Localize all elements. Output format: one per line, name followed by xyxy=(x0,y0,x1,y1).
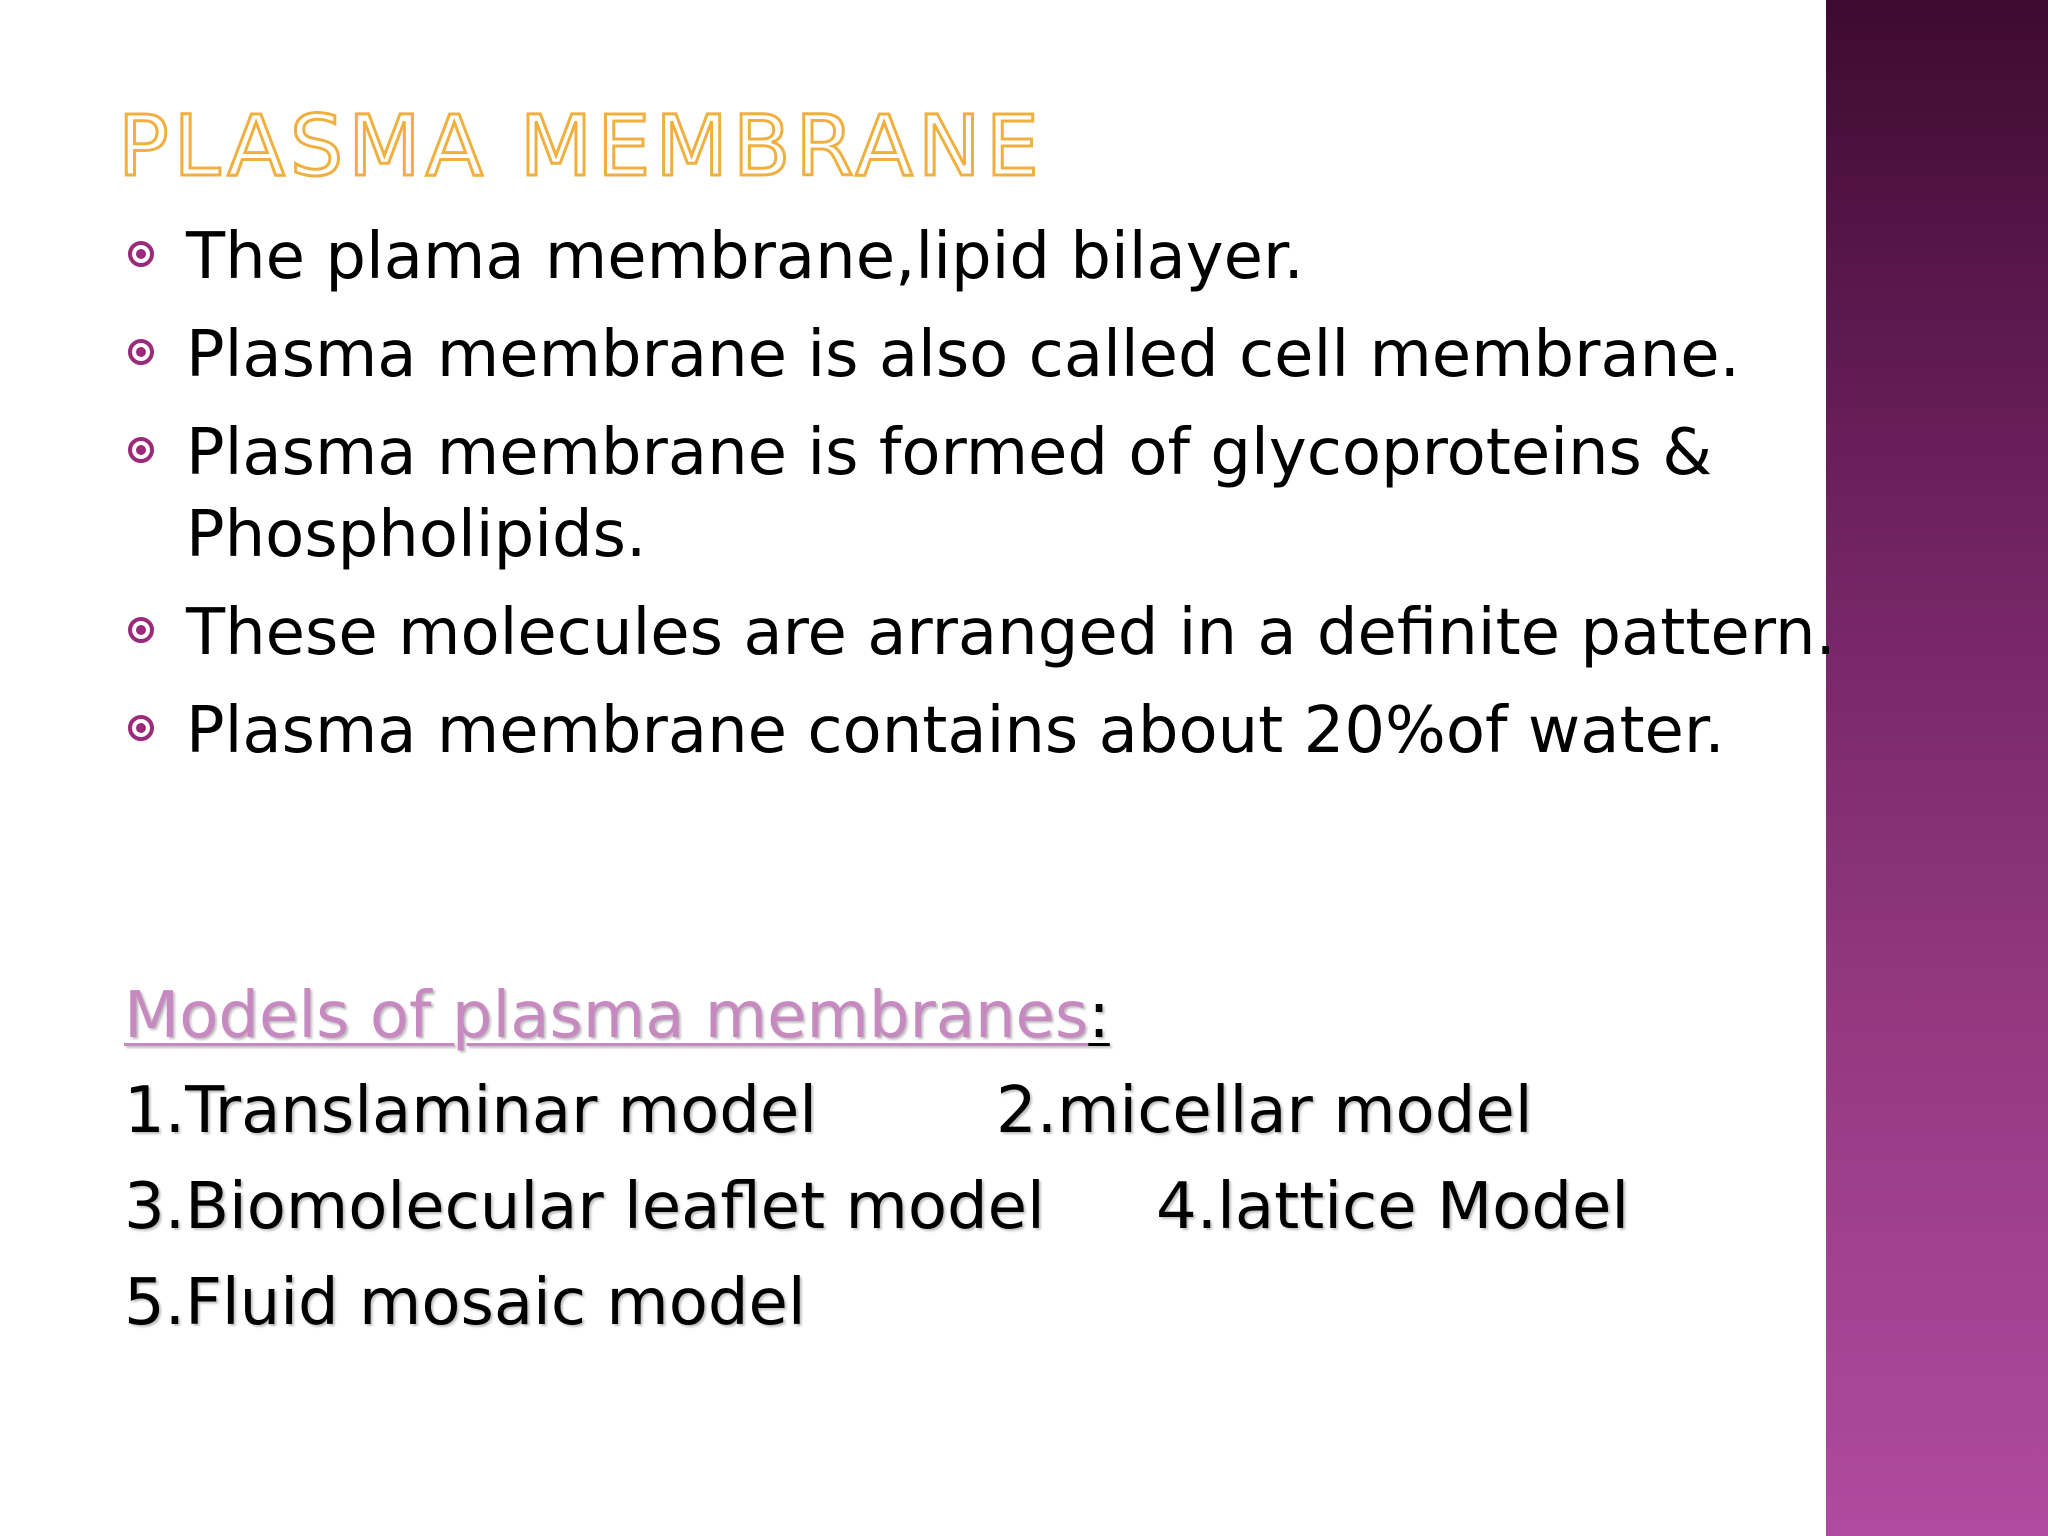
bullet-item xyxy=(128,412,1968,576)
bullet-item xyxy=(128,592,1968,674)
bullet-text: Plasma membrane is formed of glycoproteins & xyxy=(186,416,1713,490)
circled-dot-icon xyxy=(128,437,154,463)
circled-dot-icon xyxy=(128,715,154,741)
bullet-text: These molecules are arranged in a definite pattern. xyxy=(186,596,1836,670)
model-lattice: 4.lattice Model xyxy=(1156,1170,1630,1244)
model-micellar: 2.micellar model xyxy=(996,1074,1533,1148)
models-heading-link[interactable]: Models of plasma membranes xyxy=(124,979,1089,1053)
bullet-item xyxy=(128,314,1968,396)
bullet-list xyxy=(128,216,1968,788)
bullet-text-continued: Phospholipids. xyxy=(186,498,647,572)
circled-dot-icon xyxy=(128,241,154,267)
model-translaminar: 1.Translaminar model xyxy=(124,1074,818,1148)
circled-dot-icon xyxy=(128,339,154,365)
bullet-text: Plasma membrane is also called cell membrane. xyxy=(186,318,1740,392)
bullet-item xyxy=(128,690,1968,772)
bullet-item xyxy=(128,216,1968,298)
slide-title: PLASMA MEMBRANE xyxy=(118,97,1044,195)
model-biomolecular-leaflet: 3.Biomolecular leaflet model xyxy=(124,1170,1045,1244)
models-heading-colon: : xyxy=(1088,979,1110,1053)
model-fluid-mosaic: 5.Fluid mosaic model xyxy=(124,1266,806,1340)
models-heading xyxy=(124,975,1110,1057)
bullet-text: The plama membrane,lipid bilayer. xyxy=(186,220,1304,294)
circled-dot-icon xyxy=(128,617,154,643)
bullet-text: Plasma membrane contains about 20%of water. xyxy=(186,694,1725,768)
